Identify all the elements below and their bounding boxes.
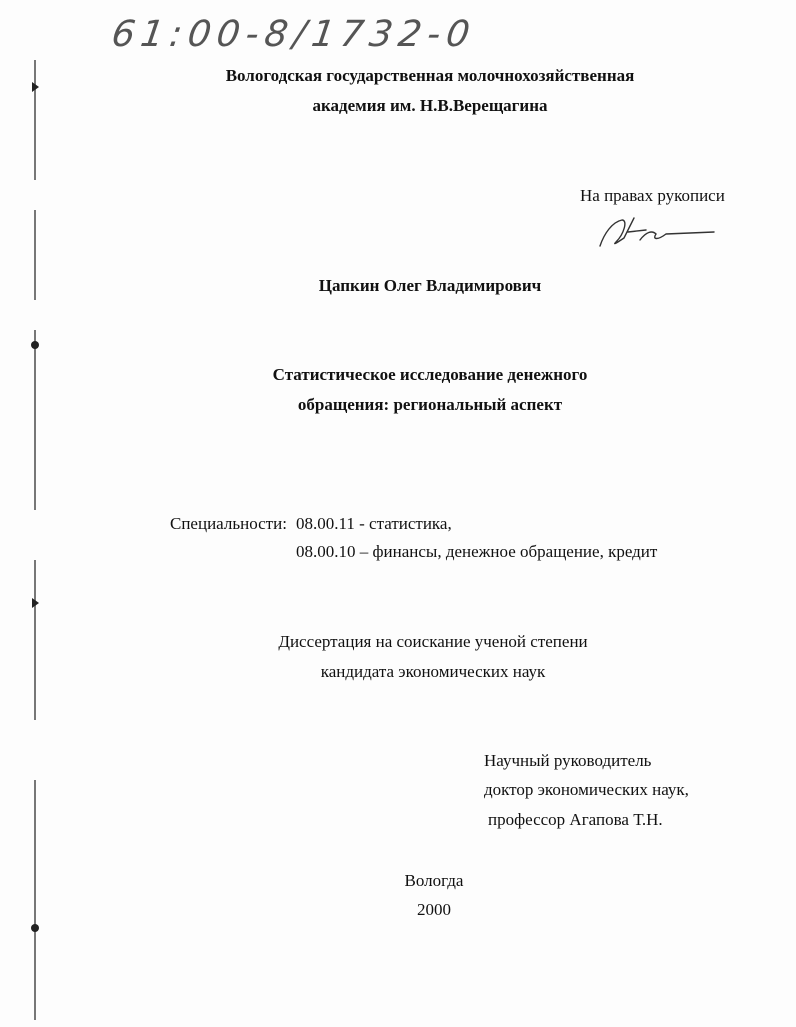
dissertation-title-line-2: обращения: региональный аспект bbox=[297, 395, 563, 414]
institution-line-2: академия им. Н.В.Верещагина bbox=[312, 96, 548, 115]
scan-mark bbox=[31, 924, 39, 932]
scan-margin-line bbox=[34, 60, 36, 180]
specialty-2: 08.00.10 – финансы, денежное обращение, кредит bbox=[296, 542, 658, 561]
supervisor-name: профессор Агапова Т.Н. bbox=[488, 810, 663, 829]
archive-number: 61:00-8/1732-0 bbox=[109, 14, 479, 55]
scan-margin-line bbox=[34, 780, 36, 1020]
supervisor-role: Научный руководитель bbox=[484, 751, 652, 770]
manuscript-note: На правах рукописи bbox=[580, 186, 725, 205]
degree-line-1: Диссертация на соискание ученой степени bbox=[278, 632, 588, 651]
supervisor-degree: доктор экономических наук, bbox=[484, 780, 689, 799]
scan-mark bbox=[31, 341, 39, 349]
scan-margin-line bbox=[34, 330, 36, 510]
specialties-label: Специальности: bbox=[170, 514, 287, 533]
city: Вологда bbox=[404, 871, 464, 890]
scan-margin-line bbox=[34, 560, 36, 720]
scan-mark bbox=[32, 598, 39, 608]
author-name: Цапкин Олег Владимирович bbox=[318, 276, 542, 295]
degree-line-2: кандидата экономических наук bbox=[320, 662, 546, 681]
specialty-1: 08.00.11 - статистика, bbox=[296, 514, 452, 533]
institution-line-1: Вологодская государственная молочнохозяйственная bbox=[225, 66, 635, 85]
dissertation-title-line-1: Статистическое исследование денежного bbox=[272, 365, 588, 384]
year: 2000 bbox=[417, 900, 451, 919]
scan-mark bbox=[32, 82, 39, 92]
signature-icon bbox=[594, 212, 724, 252]
scan-margin-line bbox=[34, 210, 36, 300]
